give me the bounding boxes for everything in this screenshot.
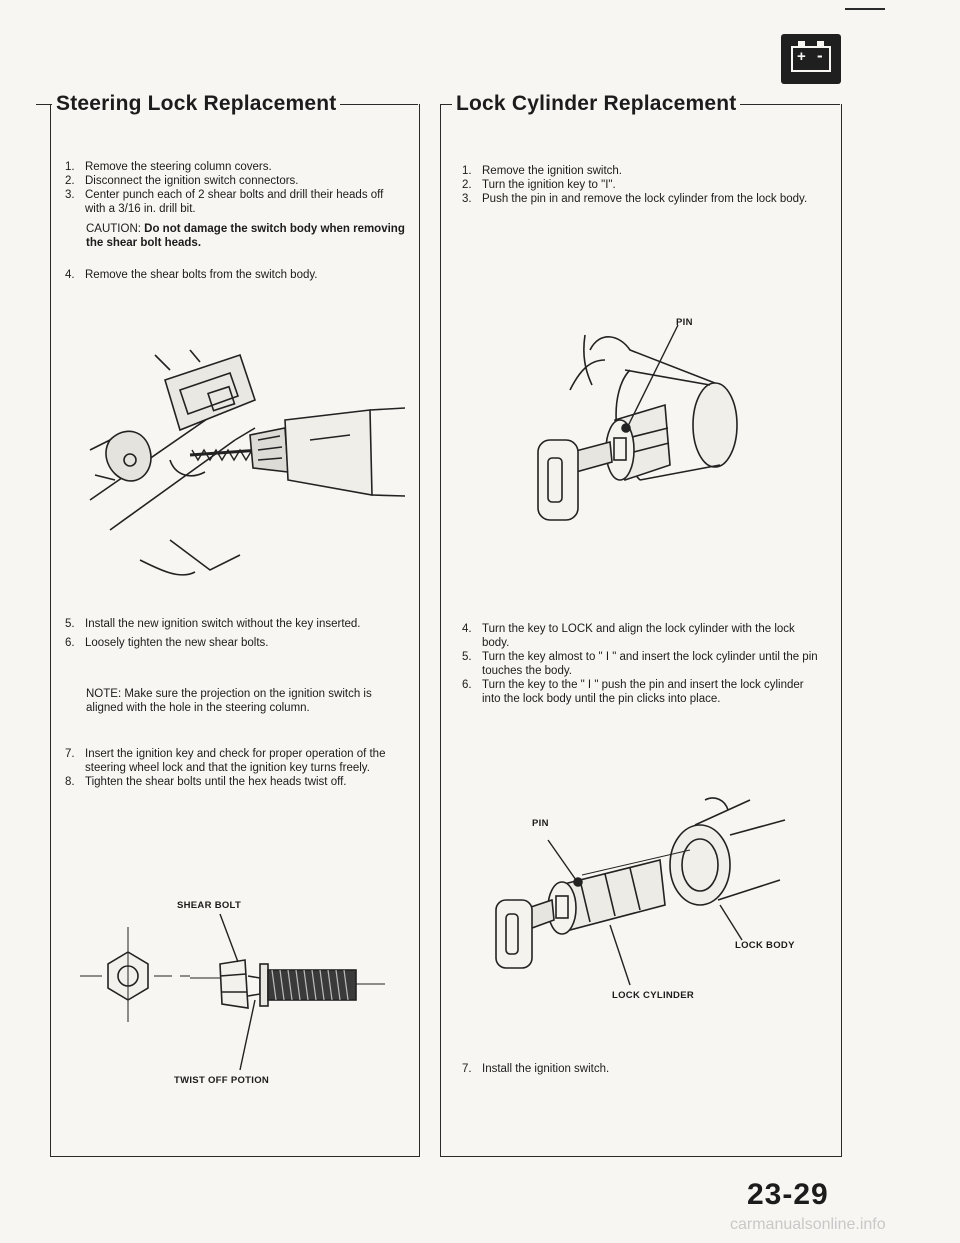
right-steps-b [462,622,822,706]
list-item: 2. Disconnect the ignition switch connectors. [65,175,299,187]
ignition-note [86,687,406,715]
list-item: 8. Tighten the shear bolts until the hex heads twist off. [65,776,347,788]
left-steps-c [65,747,405,789]
battery-plus-icon: + [797,48,806,65]
note-label: NOTE: [86,688,122,700]
callout-pin-2: PIN [532,818,549,829]
caution-note [86,222,406,250]
list-item: 1. Remove the ignition switch. [462,165,622,177]
list-item: 3. Push the pin in and remove the lock cylinder from the lock body. [462,193,808,205]
right-steps-a [462,164,822,206]
drill-illustration [70,300,410,600]
list-item: 3. Center punch each of 2 shear bolts and drill their heads off with a 3/16 in. drill bit. [65,189,384,215]
footer-watermark: carmanualsonline.info [730,1216,886,1233]
list-item: 6. Loosely tighten the new shear bolts. [65,637,269,649]
callout-shear-bolt: SHEAR BOLT [177,900,242,911]
battery-minus-icon: - [817,46,823,65]
list-item: 7. Insert the ignition key and check for proper operation of the steering wheel lock and that the ignition key turns freely. [65,748,386,774]
battery-icon [791,46,831,72]
left-steps-b [65,617,405,650]
list-item: 4. Remove the shear bolts from the switch body. [65,269,318,281]
lock-cylinder-install-illustration [490,800,790,990]
list-item: 2. Turn the ignition key to "I". [462,179,616,191]
left-section-title: Steering Lock Replacement [52,92,340,116]
list-item: 5. Turn the key almost to " I " and insert the lock cylinder until the pin touches the body. [462,651,818,677]
caution-text: Do not damage the switch body when removing the shear bolt heads. [86,223,405,249]
callout-pin-1: PIN [676,317,693,328]
list-item: 7. Install the ignition switch. [462,1063,610,1075]
note-text: Make sure the projection on the ignition switch is aligned with the hole in the steering column. [86,688,372,714]
right-section-title: Lock Cylinder Replacement [452,92,740,116]
battery-tab-icon [781,34,841,84]
callout-twist-off-potion: TWIST OFF POTION [174,1075,270,1086]
caution-label: CAUTION: [86,223,141,235]
left-steps-a [65,160,405,216]
right-step-7 [462,1062,822,1076]
list-item: 1. Remove the steering column covers. [65,161,272,173]
callout-lock-body: LOCK BODY [735,940,795,951]
list-item: 4. Turn the key to LOCK and align the lock cylinder with the lock body. [462,623,795,649]
lock-cylinder-removal-illustration [530,330,780,560]
page-number: 23-29 [747,1178,829,1211]
shear-bolt-illustration [80,912,410,1072]
left-step-4 [65,268,405,282]
list-item: 6. Turn the key to the " I " push the pin and insert the lock cylinder into the lock body until the pin clicks into place. [462,679,804,705]
list-item: 5. Install the new ignition switch without the key inserted. [65,618,361,630]
callout-lock-cylinder: LOCK CYLINDER [612,990,695,1001]
